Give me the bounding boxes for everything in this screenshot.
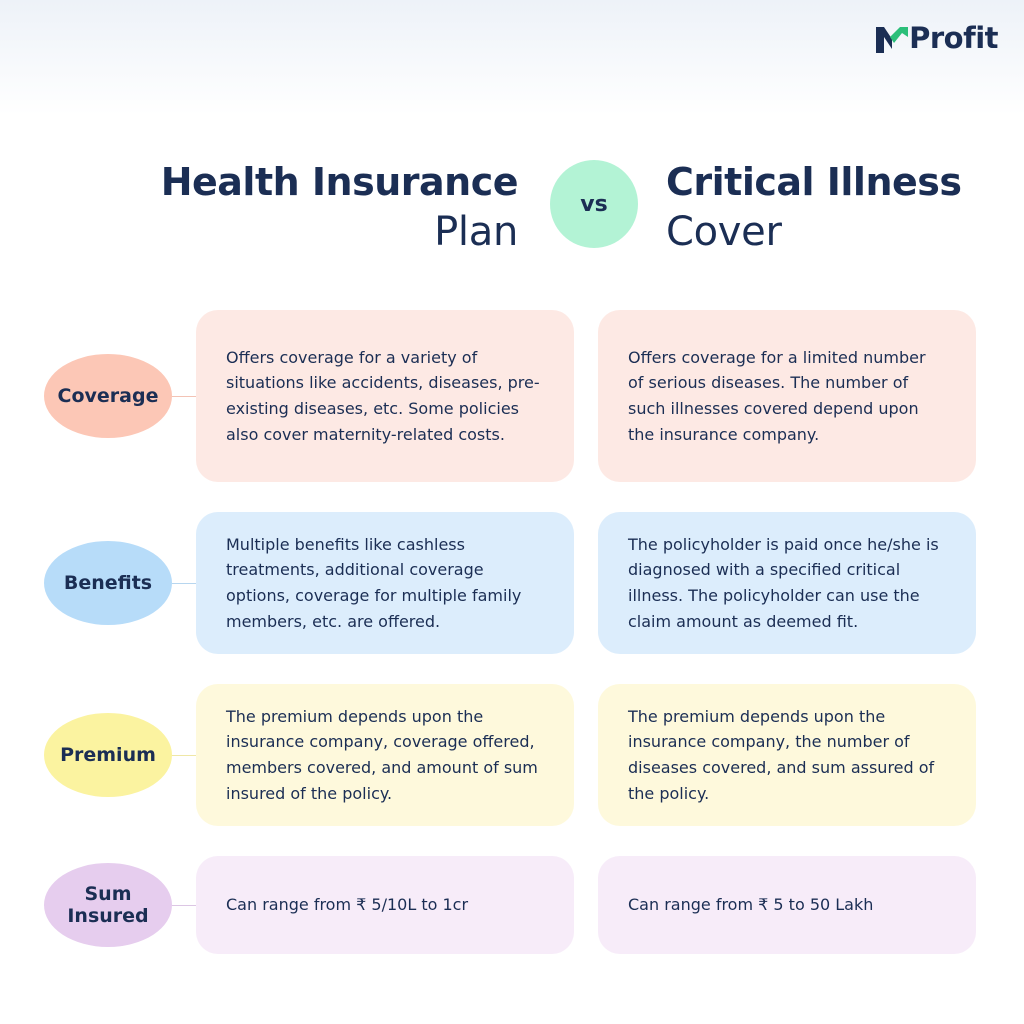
card-text: Offers coverage for a variety of situations like accidents, diseases, pre-existing diseases, etc. Some policies also cover maternity-related costs. [226, 347, 540, 444]
heading-left-main: Health Insurance [160, 160, 518, 204]
row-label-premium: Premium [44, 713, 172, 797]
card-health-benefits [196, 512, 574, 654]
card-critical-benefits [598, 512, 976, 654]
heading-right-sub: Cover [666, 209, 782, 255]
heading-left-sub: Plan [434, 209, 518, 255]
row-premium [0, 684, 1024, 826]
row-connector [172, 755, 196, 756]
row-label-line: Insured [67, 905, 149, 927]
row-benefits [0, 512, 1024, 654]
card-critical-sum-insured [598, 856, 976, 954]
vs-badge: vs [550, 160, 638, 248]
card-critical-premium [598, 684, 976, 826]
row-connector [172, 583, 196, 584]
card-text: Multiple benefits like cashless treatments, additional coverage options, coverage for multiple family members, etc. are offered. [226, 534, 522, 631]
card-health-sum-insured [196, 856, 574, 954]
card-text: Offers coverage for a limited number of serious diseases. The number of such illnesses covered depend upon the insurance company. [628, 347, 926, 444]
card-text: The policyholder is paid once he/she is diagnosed with a specified critical illness. The policyholder can use the claim amount as deemed fit. [628, 534, 939, 631]
row-label-benefits: Benefits [44, 541, 172, 625]
m-logo-icon [876, 25, 908, 53]
card-text: Can range from ₹ 5 to 50 Lakh [628, 895, 874, 915]
card-health-premium [196, 684, 574, 826]
logo-text: Profit [909, 21, 998, 55]
row-coverage [0, 310, 1024, 482]
heading-left [161, 158, 518, 258]
heading-right [666, 158, 962, 258]
row-connector [172, 396, 196, 397]
row-label-line: Sum [84, 883, 132, 905]
card-text: The premium depends upon the insurance company, the number of diseases covered, and sum assured of the policy. [628, 706, 935, 803]
card-text: The premium depends upon the insurance company, coverage offered, members covered, and amount of sum insured of the policy. [226, 706, 538, 803]
card-critical-coverage [598, 310, 976, 482]
heading-right-main: Critical Illness [666, 160, 962, 204]
mprofit-logo [876, 21, 998, 55]
row-sum-insured [0, 856, 1024, 954]
card-text: Can range from ₹ 5/10L to 1cr [226, 895, 469, 915]
row-label-coverage: Coverage [44, 354, 172, 438]
row-connector [172, 905, 196, 906]
row-label-sum-insured [44, 863, 172, 947]
card-health-coverage [196, 310, 574, 482]
